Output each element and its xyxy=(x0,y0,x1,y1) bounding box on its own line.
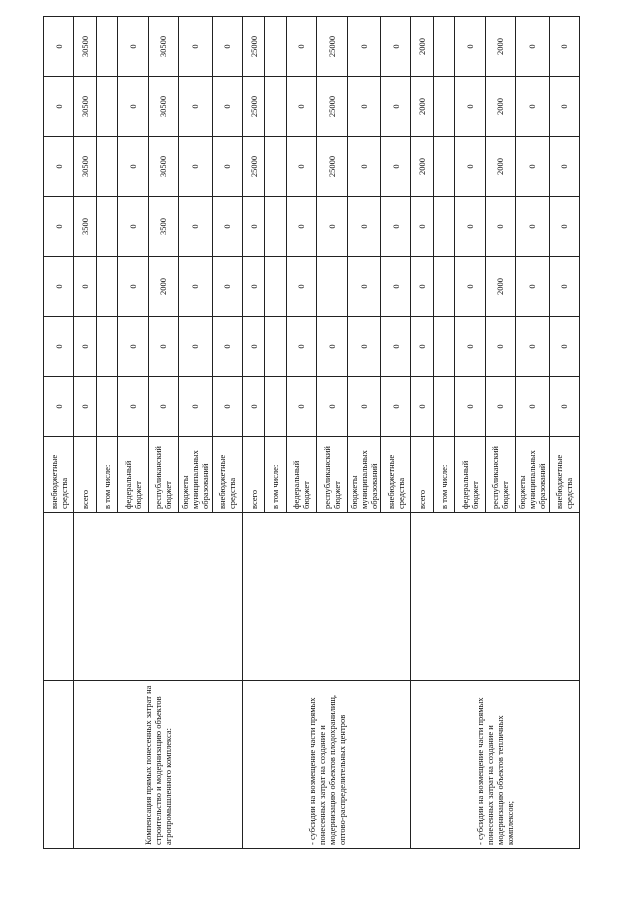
year-value-cell: 30500 xyxy=(74,17,96,77)
year-value-cell xyxy=(433,17,454,77)
funding-source-cell: республиканский бюджет xyxy=(317,437,347,513)
table-row xyxy=(74,17,96,849)
year-value-cell: 0 xyxy=(381,197,411,257)
funding-source-cell: внебюджетные средства xyxy=(381,437,411,513)
year-value-cell: 0 xyxy=(381,377,411,437)
year-value-cell xyxy=(265,77,286,137)
year-value-cell: 0 xyxy=(44,257,74,317)
year-value-cell: 25000 xyxy=(242,137,264,197)
year-value-cell: 0 xyxy=(485,377,515,437)
funding-source-cell: в том числе: xyxy=(433,437,454,513)
year-value-cell: 0 xyxy=(549,137,580,197)
year-value-cell: 0 xyxy=(381,137,411,197)
year-value-cell: 0 xyxy=(381,257,411,317)
year-value-cell: 0 xyxy=(118,77,148,137)
year-value-cell: 0 xyxy=(455,377,485,437)
year-value-cell: 0 xyxy=(179,257,213,317)
year-value-cell: 0 xyxy=(118,377,148,437)
year-value-cell: 25000 xyxy=(242,17,264,77)
funding-table xyxy=(43,16,580,849)
year-value-cell: 3500 xyxy=(148,197,178,257)
year-value-cell: 0 xyxy=(44,77,74,137)
table-row xyxy=(242,17,264,849)
year-value-cell: 0 xyxy=(212,197,242,257)
year-value-cell: 0 xyxy=(549,197,580,257)
year-value-cell xyxy=(96,317,117,377)
year-value-cell: 0 xyxy=(286,317,316,377)
year-value-cell xyxy=(96,377,117,437)
year-value-cell: 2000 xyxy=(485,17,515,77)
table-row xyxy=(411,17,433,849)
year-value-cell: 0 xyxy=(549,17,580,77)
funding-source-cell: всего xyxy=(242,437,264,513)
year-value-cell: 0 xyxy=(455,137,485,197)
year-value-cell: 0 xyxy=(286,197,316,257)
year-value-cell: 0 xyxy=(286,377,316,437)
year-value-cell: 0 xyxy=(516,137,550,197)
year-value-cell: 30500 xyxy=(74,77,96,137)
year-value-cell: 0 xyxy=(347,77,381,137)
funding-source-cell: бюджеты муниципальных образований xyxy=(516,437,550,513)
year-value-cell xyxy=(433,377,454,437)
year-value-cell: 0 xyxy=(347,257,381,317)
funding-source-cell: внебюджетные средства xyxy=(212,437,242,513)
year-value-cell: 0 xyxy=(179,377,213,437)
year-value-cell: 0 xyxy=(347,17,381,77)
funding-source-cell: бюджеты муниципальных образований xyxy=(347,437,381,513)
year-value-cell: 0 xyxy=(381,77,411,137)
year-value-cell: 0 xyxy=(44,317,74,377)
funding-source-cell: республиканский бюджет xyxy=(148,437,178,513)
year-value-cell xyxy=(265,197,286,257)
year-value-cell: 0 xyxy=(411,197,433,257)
year-value-cell: 2000 xyxy=(411,137,433,197)
year-value-cell: 2000 xyxy=(485,257,515,317)
year-value-cell xyxy=(96,197,117,257)
year-value-cell: 0 xyxy=(455,197,485,257)
executor-cell xyxy=(411,513,580,681)
year-value-cell: 0 xyxy=(286,77,316,137)
year-value-cell: 30500 xyxy=(148,17,178,77)
year-value-cell: 0 xyxy=(516,317,550,377)
funding-source-cell: федеральный бюджет xyxy=(118,437,148,513)
year-value-cell: 0 xyxy=(179,137,213,197)
year-value-cell: 0 xyxy=(516,77,550,137)
year-value-cell: 0 xyxy=(347,197,381,257)
year-value-cell: 2000 xyxy=(411,77,433,137)
year-value-cell: 0 xyxy=(179,77,213,137)
year-value-cell: 0 xyxy=(549,377,580,437)
year-value-cell: 0 xyxy=(212,17,242,77)
year-value-cell: 0 xyxy=(317,377,347,437)
year-value-cell: 0 xyxy=(455,77,485,137)
year-value-cell: 0 xyxy=(317,197,347,257)
year-value-cell: 2000 xyxy=(148,257,178,317)
year-value-cell xyxy=(433,77,454,137)
year-value-cell: 0 xyxy=(179,197,213,257)
year-value-cell xyxy=(265,317,286,377)
year-value-cell xyxy=(265,377,286,437)
year-value-cell: 0 xyxy=(549,77,580,137)
year-value-cell: 0 xyxy=(44,17,74,77)
funding-source-cell: республиканский бюджет xyxy=(485,437,515,513)
funding-source-cell: внебюджетные средства xyxy=(549,437,580,513)
year-value-cell: 0 xyxy=(242,197,264,257)
year-value-cell xyxy=(265,137,286,197)
year-value-cell xyxy=(96,257,117,317)
year-value-cell: 0 xyxy=(44,137,74,197)
year-value-cell: 0 xyxy=(118,137,148,197)
funding-source-cell: всего xyxy=(411,437,433,513)
year-value-cell: 0 xyxy=(212,317,242,377)
year-value-cell: 30500 xyxy=(148,137,178,197)
year-value-cell: 25000 xyxy=(317,77,347,137)
year-value-cell: 0 xyxy=(74,317,96,377)
year-value-cell: 0 xyxy=(347,377,381,437)
year-value-cell: 0 xyxy=(212,77,242,137)
table-row xyxy=(44,17,74,849)
year-value-cell: 0 xyxy=(212,377,242,437)
year-value-cell xyxy=(96,77,117,137)
year-value-cell xyxy=(265,257,286,317)
executor-cell xyxy=(242,513,411,681)
year-value-cell: 0 xyxy=(455,17,485,77)
year-value-cell xyxy=(96,17,117,77)
year-value-cell: 0 xyxy=(455,257,485,317)
year-value-cell: 0 xyxy=(74,377,96,437)
year-value-cell: 0 xyxy=(485,317,515,377)
year-value-cell: 0 xyxy=(242,257,264,317)
year-value-cell xyxy=(96,137,117,197)
year-value-cell: 0 xyxy=(347,137,381,197)
year-value-cell xyxy=(317,257,347,317)
year-value-cell: 0 xyxy=(381,317,411,377)
funding-source-cell: федеральный бюджет xyxy=(455,437,485,513)
year-value-cell: 0 xyxy=(148,317,178,377)
year-value-cell: 0 xyxy=(516,197,550,257)
year-value-cell: 0 xyxy=(381,17,411,77)
measure-name-cell: - субсидии на возмещение части прямых понесенных затрат на создание и модернизацию объектов плодохранилищ, оптово-распределительных центров xyxy=(242,681,411,849)
year-value-cell xyxy=(433,257,454,317)
year-value-cell xyxy=(265,17,286,77)
year-value-cell: 30500 xyxy=(74,137,96,197)
funding-source-cell: в том числе: xyxy=(96,437,117,513)
funding-source-cell: внебюджетные средства xyxy=(44,437,74,513)
year-value-cell: 0 xyxy=(485,197,515,257)
funding-source-cell: бюджеты муниципальных образований xyxy=(179,437,213,513)
measure-name-cell: Компенсация прямых понесенных затрат на строительство и модернизацию объектов агропромышленного комплекса: xyxy=(74,681,243,849)
table-body xyxy=(44,17,580,849)
year-value-cell xyxy=(433,197,454,257)
year-value-cell xyxy=(433,317,454,377)
year-value-cell: 2000 xyxy=(485,77,515,137)
year-value-cell: 0 xyxy=(44,377,74,437)
year-value-cell: 0 xyxy=(286,257,316,317)
year-value-cell: 0 xyxy=(516,17,550,77)
year-value-cell: 0 xyxy=(516,377,550,437)
year-value-cell: 0 xyxy=(516,257,550,317)
year-value-cell: 0 xyxy=(455,317,485,377)
year-value-cell: 0 xyxy=(148,377,178,437)
executor-cell xyxy=(44,513,74,681)
measure-name-cell xyxy=(44,681,74,849)
year-value-cell: 0 xyxy=(212,137,242,197)
year-value-cell: 0 xyxy=(212,257,242,317)
year-value-cell: 0 xyxy=(242,317,264,377)
year-value-cell: 2000 xyxy=(485,137,515,197)
year-value-cell: 0 xyxy=(347,317,381,377)
year-value-cell: 0 xyxy=(44,197,74,257)
year-value-cell: 0 xyxy=(549,257,580,317)
rotated-page xyxy=(43,35,580,849)
year-value-cell: 0 xyxy=(549,317,580,377)
year-value-cell: 0 xyxy=(179,317,213,377)
year-value-cell: 0 xyxy=(317,317,347,377)
year-value-cell: 30500 xyxy=(148,77,178,137)
year-value-cell: 0 xyxy=(74,257,96,317)
executor-cell xyxy=(74,513,243,681)
funding-source-cell: федеральный бюджет xyxy=(286,437,316,513)
year-value-cell: 0 xyxy=(286,137,316,197)
year-value-cell: 3500 xyxy=(74,197,96,257)
year-value-cell: 0 xyxy=(286,17,316,77)
year-value-cell: 25000 xyxy=(317,17,347,77)
funding-source-cell: в том числе: xyxy=(265,437,286,513)
year-value-cell: 0 xyxy=(411,317,433,377)
year-value-cell: 0 xyxy=(118,17,148,77)
year-value-cell: 25000 xyxy=(242,77,264,137)
year-value-cell: 0 xyxy=(179,17,213,77)
measure-name-cell: - субсидии на возмещение части прямых понесенных затрат на создание и модернизацию объектов тепличных комплексов; xyxy=(411,681,580,849)
year-value-cell: 2000 xyxy=(411,17,433,77)
year-value-cell: 0 xyxy=(118,197,148,257)
year-value-cell: 0 xyxy=(411,377,433,437)
year-value-cell: 25000 xyxy=(317,137,347,197)
year-value-cell: 0 xyxy=(411,257,433,317)
funding-source-cell: всего xyxy=(74,437,96,513)
year-value-cell: 0 xyxy=(118,317,148,377)
year-value-cell xyxy=(433,137,454,197)
year-value-cell: 0 xyxy=(242,377,264,437)
year-value-cell: 0 xyxy=(118,257,148,317)
